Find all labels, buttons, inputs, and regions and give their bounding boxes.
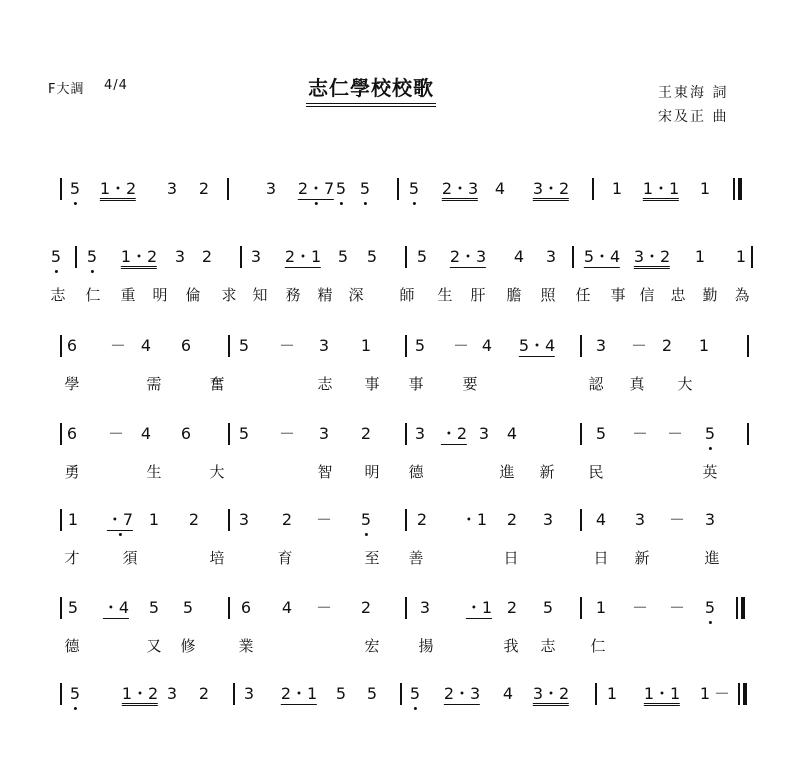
bar-line: [592, 178, 594, 200]
note: 5: [414, 336, 426, 355]
lyric-char: 又: [146, 637, 162, 655]
lyric-char: 肝: [470, 286, 486, 304]
octave-dot: [55, 270, 58, 273]
note: －: [631, 424, 649, 443]
note: －: [452, 336, 470, 355]
bar-line: [405, 246, 407, 268]
note: 2: [188, 510, 200, 529]
bar-line: [228, 509, 230, 531]
octave-dot: [74, 707, 77, 710]
lyric-char: 求: [221, 286, 237, 304]
note: 5: [337, 247, 349, 266]
note: 5: [238, 336, 250, 355]
bar-line: [240, 246, 242, 268]
note: 3: [318, 336, 330, 355]
lyric-char: 要: [462, 375, 478, 393]
note: 4: [140, 336, 152, 355]
note: 4: [502, 684, 514, 703]
note: 5・4: [518, 336, 556, 355]
note: 2: [416, 510, 428, 529]
lyric-char: 業: [238, 637, 254, 655]
score-row: [0, 598, 800, 655]
bar-line: [228, 597, 230, 619]
note: －: [278, 424, 296, 443]
note: 3: [238, 510, 250, 529]
note: 3: [250, 247, 262, 266]
lyric-char: 新: [539, 463, 555, 481]
lyric-char: 育: [277, 549, 293, 567]
lyric-char: 德: [64, 637, 80, 655]
note: －: [713, 684, 731, 703]
lyric-char: 知: [252, 286, 268, 304]
bar-line: [405, 597, 407, 619]
octave-dot: [119, 533, 122, 536]
composer-credit: 宋及正 曲: [658, 109, 729, 125]
note: －: [278, 336, 296, 355]
note: －: [666, 424, 684, 443]
note: 3・2: [533, 685, 569, 706]
note: 5: [87, 248, 97, 266]
note: －: [109, 336, 127, 355]
lyric-char: 事: [610, 286, 626, 304]
lyric-char: 日: [593, 549, 609, 567]
bar-line: [397, 178, 399, 200]
note: 5: [409, 180, 419, 198]
bar-line: [228, 423, 230, 445]
bar-line: [60, 597, 62, 619]
octave-dot: [414, 707, 417, 710]
note: 3: [174, 247, 186, 266]
note: 5: [410, 685, 420, 703]
note: 5: [361, 511, 371, 529]
note: 1: [699, 179, 711, 198]
lyric-char: 生: [437, 286, 453, 304]
octave-dot: [91, 270, 94, 273]
note: 4: [140, 424, 152, 443]
octave-dot: [74, 202, 77, 205]
bar-line: [580, 597, 582, 619]
note: 2: [661, 336, 673, 355]
lyric-char: 奮: [209, 375, 225, 393]
lyric-char: 膽: [506, 286, 522, 304]
note: 2・3: [449, 247, 487, 266]
octave-dot: [709, 447, 712, 450]
bar-line: [747, 335, 749, 357]
lyric-char: 新: [634, 549, 650, 567]
note: 6: [66, 424, 78, 443]
note: 5: [705, 425, 715, 443]
note: 5: [238, 424, 250, 443]
note: 5: [705, 599, 715, 617]
lyric-char: 民: [588, 463, 604, 481]
note: 2・3: [442, 180, 478, 201]
bar-line: [400, 683, 402, 705]
note: 5: [595, 424, 607, 443]
note: 1・2: [100, 180, 136, 201]
note: ・1: [465, 598, 493, 617]
note: 2・1: [284, 247, 322, 266]
lyric-char: 勤: [702, 286, 718, 304]
lyric-char: 照: [540, 286, 556, 304]
note: 2: [201, 247, 213, 266]
note: 5: [360, 180, 370, 198]
lyric-char: 重: [120, 286, 136, 304]
lyric-char: 學: [64, 375, 80, 393]
note: 4: [506, 424, 518, 443]
lyric-char: 英: [702, 463, 718, 481]
lyric-char: 生: [146, 463, 162, 481]
bar-line: [595, 683, 597, 705]
note: 3: [414, 424, 426, 443]
note: 1・1: [643, 180, 679, 201]
bar-line: [747, 423, 749, 445]
note: －: [631, 598, 649, 617]
lyric-char: 事: [364, 375, 380, 393]
lyric-char: 需: [146, 375, 162, 393]
lyric-char: 宏: [364, 637, 380, 655]
note: 4: [494, 179, 506, 198]
bar-line: [580, 423, 582, 445]
score-row: [0, 336, 800, 393]
lyric-char: 德: [408, 463, 424, 481]
note: 3: [243, 684, 255, 703]
note: －: [315, 510, 333, 529]
bar-line: [60, 423, 62, 445]
note: 5: [416, 247, 428, 266]
note: 1: [67, 510, 79, 529]
note: 2・7: [298, 180, 334, 200]
note: 2: [506, 598, 518, 617]
score-row: [0, 180, 800, 220]
lyric-char: 勇: [64, 463, 80, 481]
lyric-char: 事: [408, 375, 424, 393]
note: 3: [595, 336, 607, 355]
lyric-char: 志: [317, 375, 333, 393]
lyric-char: 善: [408, 549, 424, 567]
note: 3: [318, 424, 330, 443]
bar-line: [751, 246, 753, 268]
note: 3: [166, 684, 178, 703]
lyric-char: 仁: [590, 637, 606, 655]
note: ・2: [440, 424, 468, 443]
lyric-char: 為: [734, 286, 750, 304]
note: 5: [366, 247, 378, 266]
score-row: [0, 247, 800, 304]
note: 3・2: [634, 248, 670, 269]
bar-line: [75, 246, 77, 268]
note: 4: [281, 598, 293, 617]
lyric-char: 深: [348, 286, 364, 304]
note: 6: [180, 336, 192, 355]
bar-line: [580, 335, 582, 357]
lyric-char: 認: [588, 375, 604, 393]
note: 2: [360, 598, 372, 617]
key-signature: F大調: [48, 82, 85, 97]
note: 2: [506, 510, 518, 529]
note: 1: [606, 684, 618, 703]
lyric-char: 培: [209, 549, 225, 567]
lyric-char: 志: [50, 286, 66, 304]
note: 3: [478, 424, 490, 443]
lyric-char: 務: [285, 286, 301, 304]
bar-line: [233, 683, 235, 705]
note: 5・4: [583, 247, 621, 266]
note: 1: [694, 247, 706, 266]
song-title: 志仁學校校歌: [306, 72, 436, 107]
note: 5: [366, 684, 378, 703]
time-signature: 4/4: [104, 78, 128, 93]
lyric-char: 進: [704, 549, 720, 567]
note: 5: [336, 180, 346, 198]
note: 3: [265, 179, 277, 198]
note: 5: [182, 598, 194, 617]
lyric-char: 揚: [418, 637, 434, 655]
lyric-char: 信: [639, 286, 655, 304]
note: 1・2: [122, 685, 158, 706]
score-row: [0, 510, 800, 567]
note: 3: [419, 598, 431, 617]
lyricist-credit: 王東海 詞: [658, 85, 729, 101]
lyric-char: 任: [575, 286, 591, 304]
note: 3: [166, 179, 178, 198]
note: 4: [481, 336, 493, 355]
bar-line: [405, 335, 407, 357]
note: 1: [698, 336, 710, 355]
note: 4: [595, 510, 607, 529]
note: 3: [545, 247, 557, 266]
note: 2: [360, 424, 372, 443]
note: 1: [699, 684, 711, 703]
note: 5: [70, 180, 80, 198]
lyric-char: 日: [503, 549, 519, 567]
note: ・4: [102, 598, 130, 617]
score-row: [0, 424, 800, 481]
bar-line: [60, 509, 62, 531]
octave-dot: [340, 202, 343, 205]
note: 2: [198, 684, 210, 703]
note: 1: [148, 510, 160, 529]
lyric-char: 明: [152, 286, 168, 304]
note: 5: [542, 598, 554, 617]
bar-line: [405, 509, 407, 531]
lyric-char: 倫: [185, 286, 201, 304]
lyric-char: 志: [540, 637, 556, 655]
note: 5: [148, 598, 160, 617]
note: 3: [542, 510, 554, 529]
lyric-char: 修: [180, 637, 196, 655]
lyric-char: 進: [499, 463, 515, 481]
octave-dot: [365, 533, 368, 536]
lyric-char: 精: [317, 286, 333, 304]
lyric-char: 須: [122, 549, 138, 567]
note: 5: [335, 684, 347, 703]
bar-line: [405, 423, 407, 445]
lyric-char: 智: [317, 463, 333, 481]
bar-line: [60, 683, 62, 705]
bar-line: [572, 246, 574, 268]
note: －: [107, 424, 125, 443]
note: 1: [595, 598, 607, 617]
bar-line: [228, 335, 230, 357]
bar-line: [227, 178, 229, 200]
note: 2: [281, 510, 293, 529]
note: 6: [240, 598, 252, 617]
note: 3: [704, 510, 716, 529]
octave-dot: [364, 202, 367, 205]
bar-line: [60, 178, 62, 200]
note: 3・2: [533, 180, 569, 201]
note: 5: [67, 598, 79, 617]
bar-line: [580, 509, 582, 531]
lyric-char: 忠: [670, 286, 686, 304]
note: －: [315, 598, 333, 617]
note: 3: [634, 510, 646, 529]
note: 2・3: [443, 684, 481, 703]
note: －: [630, 336, 648, 355]
note: 1: [735, 247, 747, 266]
lyric-char: 師: [399, 286, 415, 304]
note: 1・2: [121, 248, 157, 269]
note: －: [668, 598, 686, 617]
lyric-char: 至: [364, 549, 380, 567]
note: 6: [66, 336, 78, 355]
lyric-char: 才: [64, 549, 80, 567]
note: ・1: [460, 510, 488, 529]
note: 1: [611, 179, 623, 198]
note: －: [668, 510, 686, 529]
note: 2: [198, 179, 210, 198]
note: 5: [70, 685, 80, 703]
note: 1・1: [644, 685, 680, 706]
octave-dot: [413, 202, 416, 205]
octave-dot: [315, 202, 318, 205]
lyric-char: 大: [677, 375, 693, 393]
lyric-char: 仁: [85, 286, 101, 304]
bar-line: [60, 335, 62, 357]
note: 4: [513, 247, 525, 266]
lyric-char: 明: [364, 463, 380, 481]
lyric-char: 真: [629, 375, 645, 393]
note: 1: [360, 336, 372, 355]
note: 6: [180, 424, 192, 443]
octave-dot: [709, 621, 712, 624]
note: ・7: [107, 511, 133, 531]
note: 2・1: [280, 684, 318, 703]
score-row: [0, 685, 800, 725]
note: 5: [51, 248, 61, 266]
lyric-char: 大: [209, 463, 225, 481]
lyric-char: 我: [503, 637, 519, 655]
